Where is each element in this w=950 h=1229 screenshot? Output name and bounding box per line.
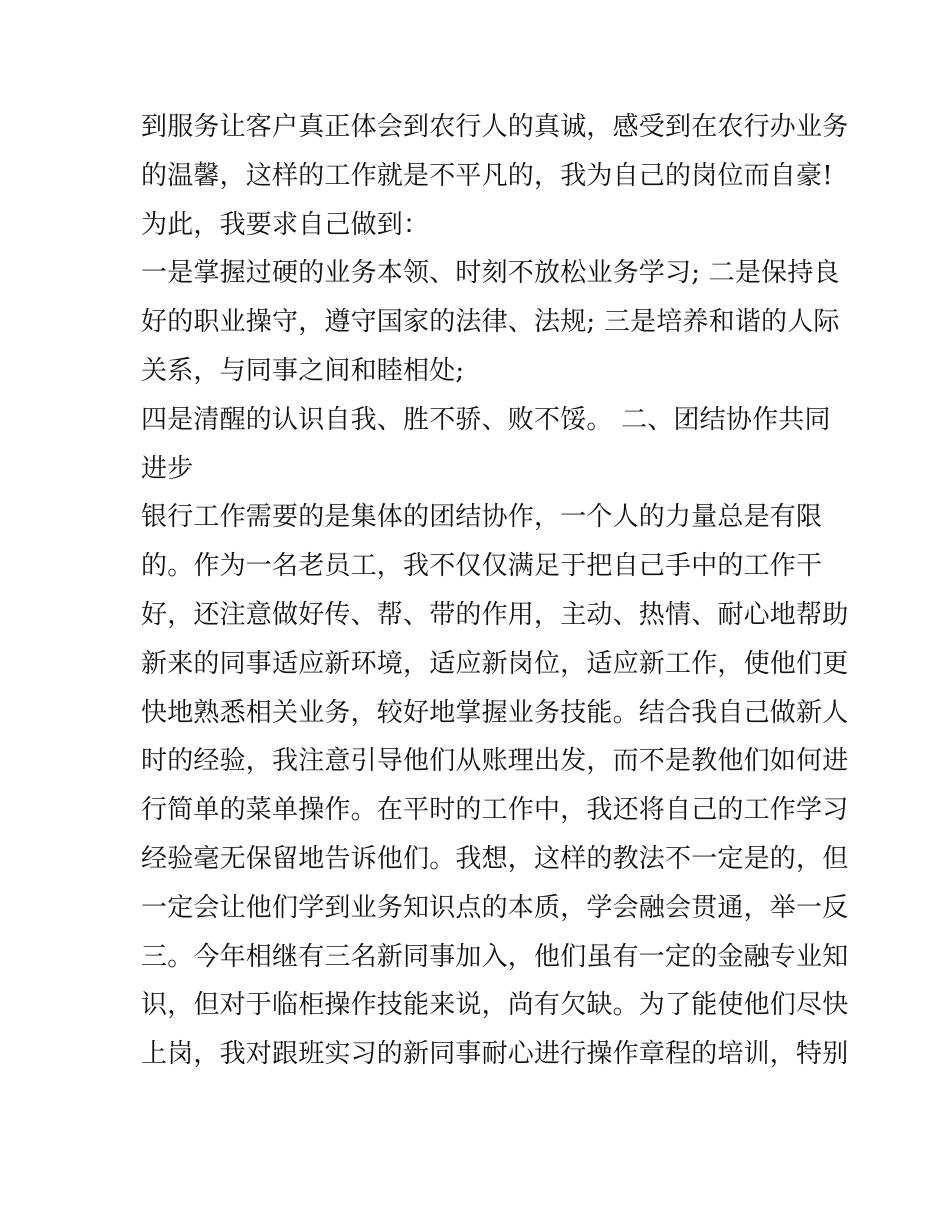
text-line: 新来的同事适应新环境，适应新岗位，适应新工作，使他们更	[141, 648, 849, 679]
text-line: 四是清醒的认识自我、胜不骄、败不馁。 二、团结协作共同	[141, 404, 831, 435]
text-line: 银行工作需要的是集体的团结协作，一个人的力量总是有限	[141, 502, 823, 533]
text-line: 好，还注意做好传、帮、带的作用，主动、热情、耐心地帮助	[141, 599, 849, 630]
text-line: 经验毫无保留地告诉他们。我想，这样的教法不一定是的，但	[141, 843, 849, 874]
text-line: 到服务让客户真正体会到农行人的真诚，感受到在农行办业务	[141, 112, 849, 142]
text-line: 三。今年相继有三名新同事加入，他们虽有一定的金融专业知	[141, 941, 849, 972]
text-line: 为此，我要求自己做到：	[141, 209, 430, 240]
text-line: 的温馨，这样的工作就是不平凡的，我为自己的岗位而自豪!	[141, 160, 833, 191]
text-line: 进步	[141, 453, 194, 484]
text-line: 的。作为一名老员工，我不仅仅满足于把自己手中的工作干	[141, 551, 823, 582]
text-line: 快地熟悉相关业务，较好地掌握业务技能。结合我自己做新人	[141, 697, 849, 728]
text-line: 一是掌握过硬的业务本领、时刻不放松业务学习; 二是保持良	[141, 258, 840, 289]
text-line: 识，但对于临柜操作技能来说，尚有欠缺。为了能使他们尽快	[141, 990, 849, 1021]
text-line: 一定会让他们学到业务知识点的本质，学会融会贯通，举一反	[141, 892, 849, 923]
text-line: 关系，与同事之间和睦相处;	[141, 355, 465, 386]
text-line: 上岗，我对跟班实习的新同事耐心进行操作章程的培训，特别	[141, 1039, 849, 1070]
text-line: 行简单的菜单操作。在平时的工作中，我还将自己的工作学习	[141, 795, 849, 826]
body-text	[141, 103, 849, 1079]
text-line: 好的职业操守，遵守国家的法律、法规; 三是培养和谐的人际	[141, 307, 840, 338]
text-line: 时的经验，我注意引导他们从账理出发，而不是教他们如何进	[141, 746, 849, 777]
